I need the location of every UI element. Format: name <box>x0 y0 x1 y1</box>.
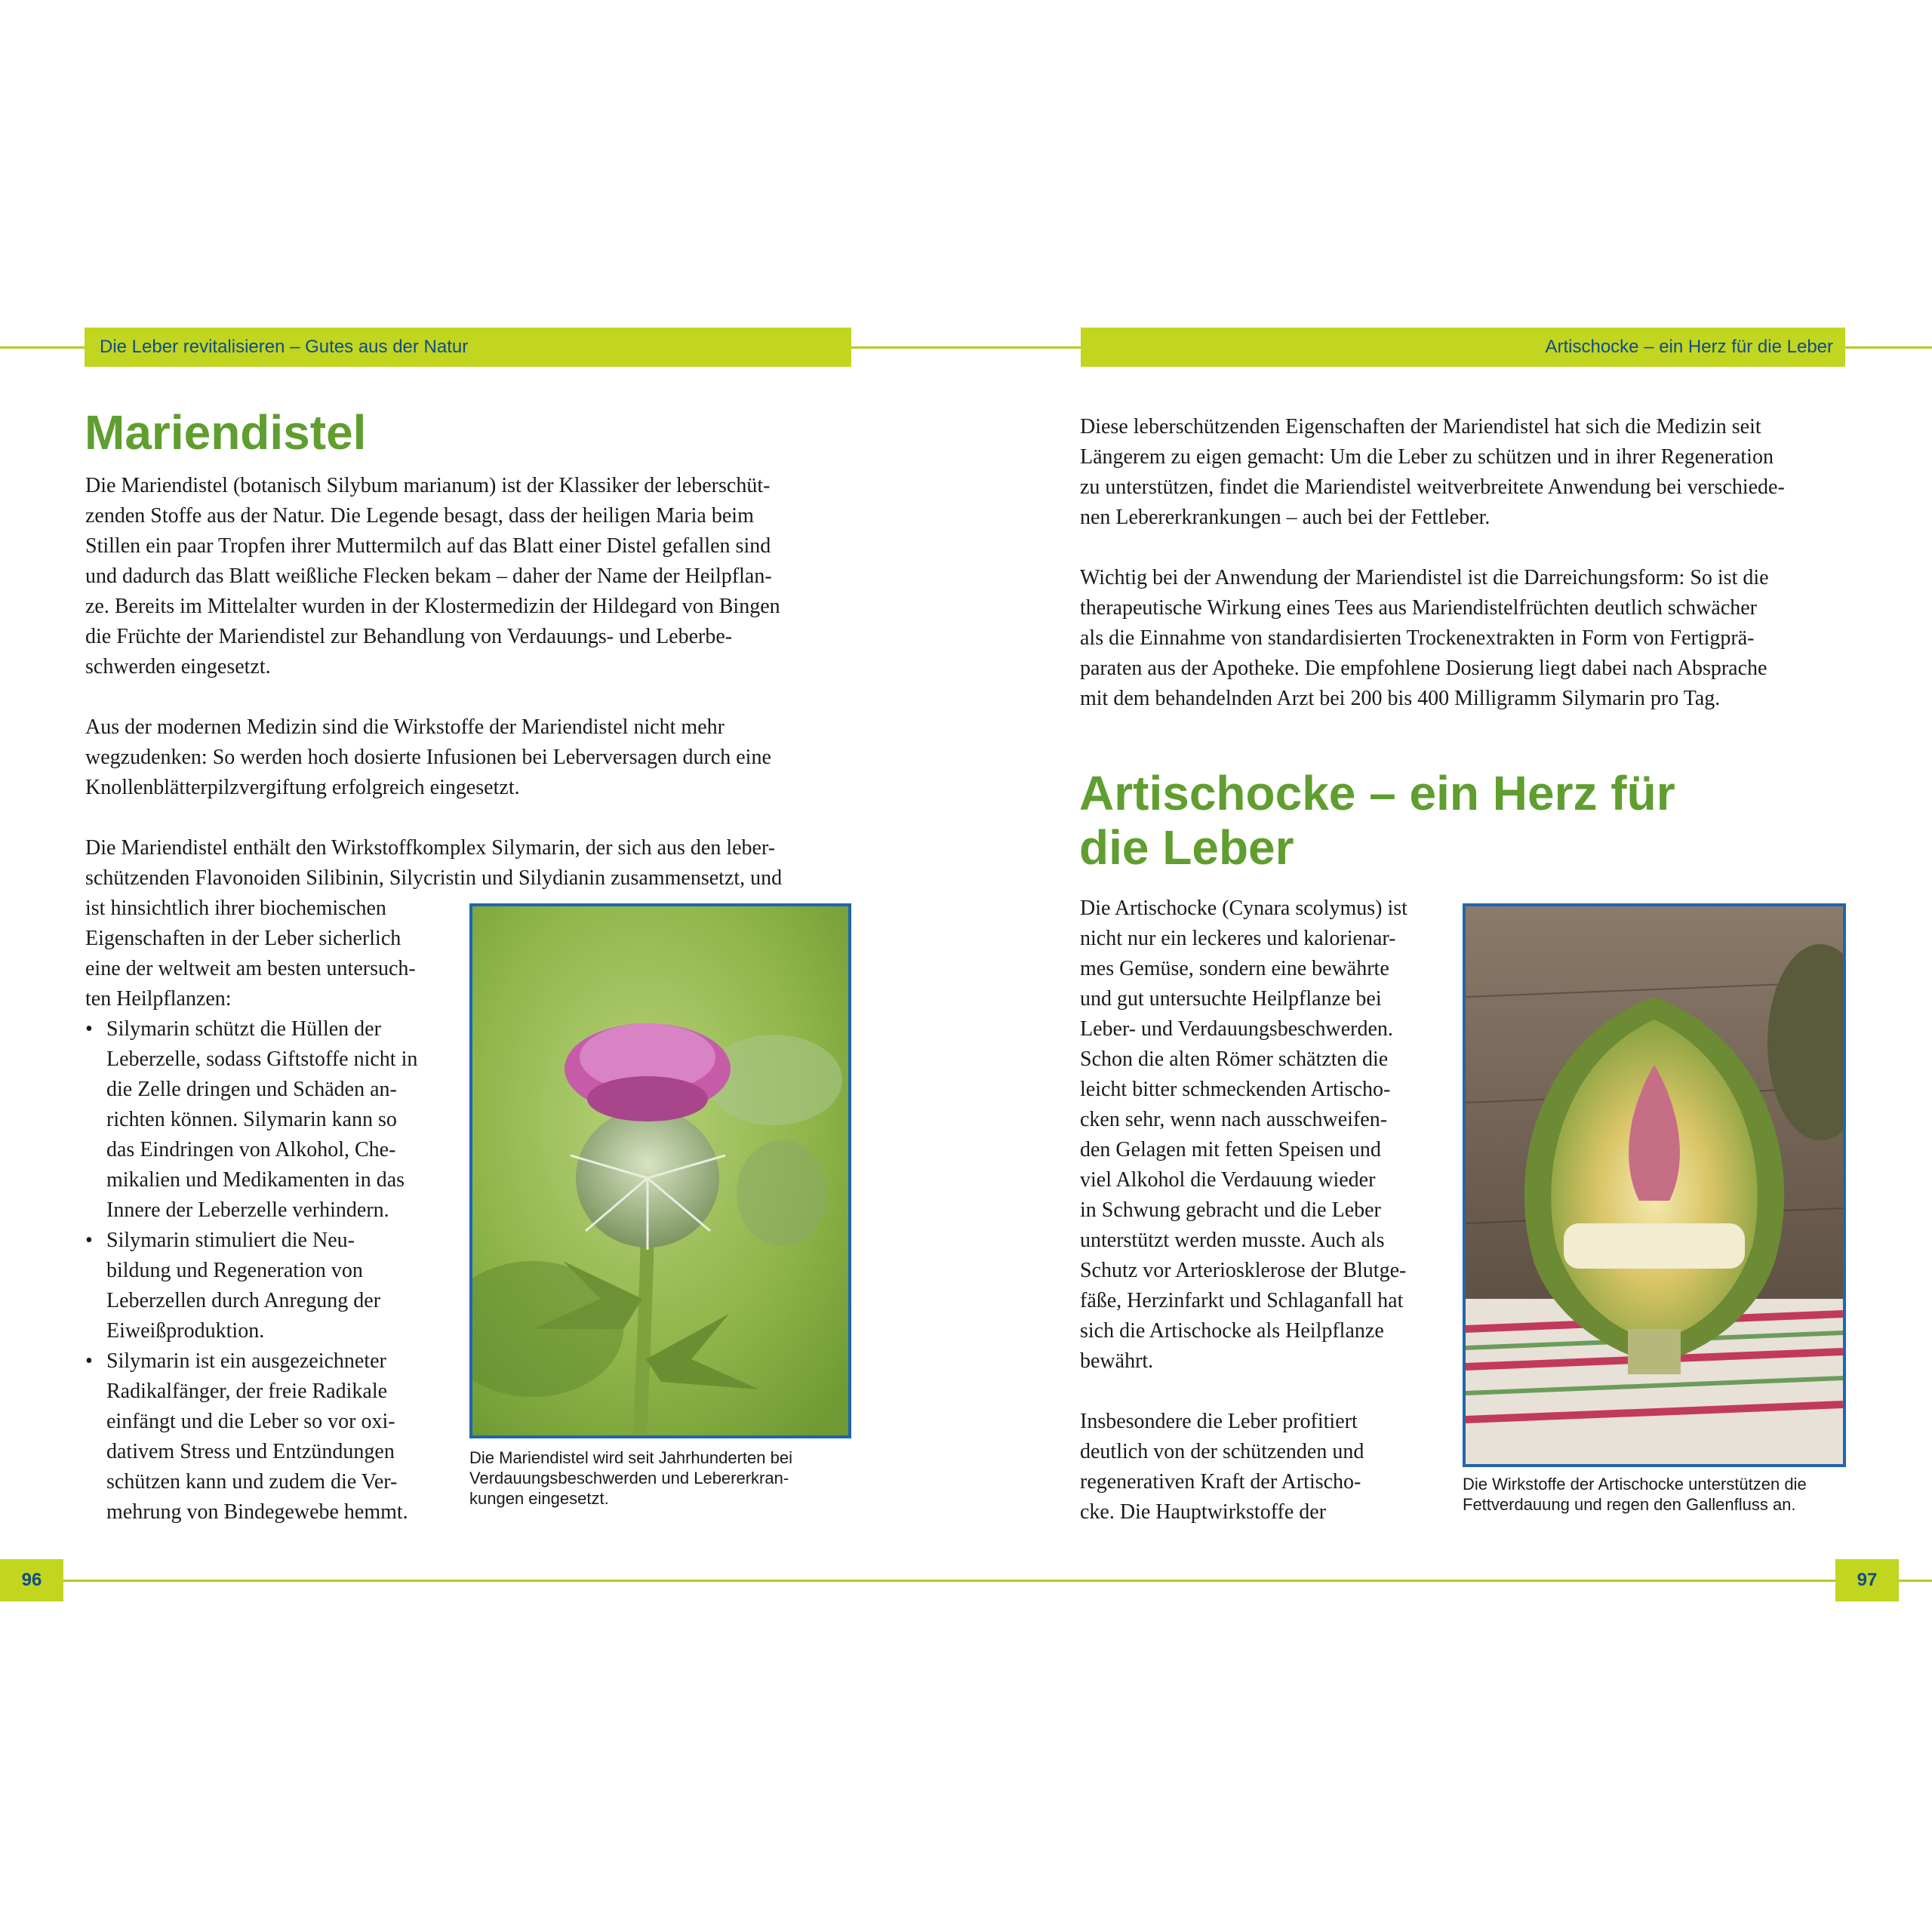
page-title-mariendistel: Mariendistel <box>85 405 367 460</box>
text-line: cken sehr, wenn nach ausschweifen- <box>1080 1108 1388 1131</box>
header-rule-left <box>0 346 85 349</box>
text-line: mes Gemüse, sondern eine bewährte <box>1080 957 1389 980</box>
text-line: schwerden eingesetzt. <box>85 655 271 678</box>
paragraph-silymarin-wide <box>85 833 855 894</box>
text-line: cke. Die Hauptwirkstoffe der <box>1080 1500 1327 1524</box>
text-line: ten Heilpflanzen: <box>85 987 232 1011</box>
text-line: Diese leberschützenden Eigenschaften der Mariendistel hat sich die Medizin seit <box>1080 415 1761 438</box>
text-line: Schutz vor Arteriosklerose der Blutge- <box>1080 1259 1407 1282</box>
text-line: den Gelagen mit fetten Speisen und <box>1080 1138 1381 1161</box>
text-line: einfängt und die Leber so vor oxi- <box>106 1410 395 1433</box>
mariendistel-caption <box>469 1447 851 1509</box>
bullet-item <box>85 1226 463 1346</box>
paragraph-mariendistel-intro <box>85 471 855 682</box>
text-line: Eigenschaften in der Leber sicherlich <box>85 927 401 950</box>
right-header-band <box>1081 328 1845 367</box>
text-line: dativem Stress und Entzündungen <box>106 1440 395 1463</box>
text-line: paraten aus der Apotheke. Die empfohlene Dosierung liegt dabei nach Absprache <box>1080 657 1767 680</box>
text-line: Silymarin ist ein ausgezeichneter <box>106 1349 386 1373</box>
caption-line: kungen eingesetzt. <box>469 1489 609 1508</box>
text-line: die Früchte der Mariendistel zur Behandlung von Verdauungs- und Leberbe- <box>85 625 733 648</box>
left-intro-text <box>85 471 855 894</box>
text-line: Silymarin stimuliert die Neu- <box>106 1229 355 1252</box>
text-line: ze. Bereits im Mittelalter wurden in der Klostermedizin der Hildegard von Bingen <box>85 595 780 618</box>
text-line: mehrung von Bindegewebe hemmt. <box>106 1500 408 1524</box>
page-number-right: 97 <box>1835 1559 1899 1601</box>
text-line: Knollenblätterpilzvergiftung erfolgreich eingesetzt. <box>85 776 520 799</box>
text-line: Innere der Leberzelle verhindern. <box>106 1198 389 1222</box>
text-line: Silymarin schützt die Hüllen der <box>106 1017 381 1041</box>
bullet-item <box>85 1014 463 1226</box>
text-line: Eiweißproduktion. <box>106 1319 265 1343</box>
footer-rule <box>0 1580 1932 1582</box>
text-line: die Zelle dringen und Schäden an- <box>106 1078 397 1101</box>
text-line: Leberzelle, sodass Giftstoffe nicht in <box>106 1048 418 1071</box>
mariendistel-photo <box>469 903 851 1438</box>
right-top-text <box>1080 412 1850 714</box>
paragraph-artischocke-intro <box>1080 894 1457 1377</box>
paragraph-silymarin-narrow <box>85 894 463 1014</box>
thistle-illustration <box>472 906 848 1435</box>
text-line: Insbesondere die Leber profitiert <box>1080 1410 1358 1433</box>
title-line: Artischocke – ein Herz für <box>1079 766 1675 820</box>
caption-line: Verdauungsbeschwerden und Lebererkran- <box>469 1469 789 1487</box>
text-line: in Schwung gebracht und die Leber <box>1080 1198 1381 1222</box>
text-line: als die Einnahme von standardisierten Trockenextrakten in Form von Fertigprä- <box>1080 626 1755 650</box>
text-line: Schon die alten Römer schätzten die <box>1080 1048 1389 1071</box>
caption-line: Die Wirkstoffe der Artischocke unterstützen die <box>1463 1475 1807 1494</box>
header-rule-right <box>1845 346 1932 349</box>
text-line: mit dem behandelnden Arzt bei 200 bis 400 Milligramm Silymarin pro Tag. <box>1080 687 1721 710</box>
text-line: zenden Stoffe aus der Natur. Die Legende besagt, dass der heiligen Maria beim <box>85 504 754 528</box>
text-line: und gut untersuchte Heilpflanze bei <box>1080 987 1382 1011</box>
text-line: Wichtig bei der Anwendung der Mariendistel ist die Darreichungsform: So ist die <box>1080 566 1769 589</box>
header-rule-mid <box>851 346 1081 349</box>
artischocke-photo <box>1463 903 1846 1467</box>
paragraph-lebererkrankungen <box>1080 412 1850 533</box>
caption-line: Fettverdauung und regen den Gallenfluss an. <box>1463 1495 1796 1514</box>
text-line: Aus der modernen Medizin sind die Wirkstoffe der Mariendistel nicht mehr <box>85 715 724 739</box>
text-line: Radikalfänger, der freie Radikale <box>106 1380 388 1403</box>
title-line: die Leber <box>1079 820 1294 875</box>
text-line: nicht nur ein leckeres und kalorienar- <box>1080 927 1396 950</box>
artischocke-caption <box>1463 1474 1855 1515</box>
text-line: Leber- und Verdauungsbeschwerden. <box>1080 1017 1393 1041</box>
text-line: Die Artischocke (Cynara scolymus) ist <box>1080 897 1407 920</box>
text-line: leicht bitter schmeckenden Artischo- <box>1080 1078 1391 1101</box>
text-line: schützen kann und zudem die Ver- <box>106 1470 398 1494</box>
left-narrow-column <box>85 894 463 1527</box>
paragraph-leber-profitiert <box>1080 1407 1457 1527</box>
text-line: richten können. Silymarin kann so <box>106 1108 397 1131</box>
text-line: wegzudenken: So werden hoch dosierte Infusionen bei Leberversagen durch eine <box>85 746 771 769</box>
text-line: therapeutische Wirkung eines Tees aus Mariendistelfrüchten deutlich schwächer <box>1080 596 1757 620</box>
right-narrow-column <box>1080 894 1457 1527</box>
text-line: regenerativen Kraft der Artischo- <box>1080 1470 1361 1494</box>
text-line: Stillen ein paar Tropfen ihrer Muttermilch auf das Blatt einer Distel gefallen sind <box>85 534 771 558</box>
text-line: unterstützt werden musste. Auch als <box>1080 1229 1385 1252</box>
text-line: Leberzellen durch Anregung der <box>106 1289 381 1312</box>
silymarin-bullet-list <box>85 1014 463 1527</box>
artichoke-illustration <box>1466 906 1843 1464</box>
text-line: eine der weltweit am besten untersuch- <box>85 957 416 980</box>
text-line: sich die Artischocke als Heilpflanze <box>1080 1319 1384 1343</box>
text-line: schützenden Flavonoiden Silibinin, Silycristin und Silydianin zusammensetzt, und <box>85 866 783 890</box>
text-line: viel Alkohol die Verdauung wieder <box>1080 1168 1376 1192</box>
bullet-item <box>85 1346 463 1527</box>
section-title-artischocke <box>1079 766 1675 875</box>
text-line: nen Lebererkrankungen – auch bei der Fettleber. <box>1080 506 1491 529</box>
caption-line: Die Mariendistel wird seit Jahrhunderten bei <box>469 1448 792 1467</box>
text-line: ist hinsichtlich ihrer biochemischen <box>85 897 386 920</box>
text-line: mikalien und Medikamenten in das <box>106 1168 405 1192</box>
text-line: deutlich von der schützenden und <box>1080 1440 1364 1463</box>
right-running-header: Artischocke – ein Herz für die Leber <box>1545 337 1833 357</box>
text-line: Längerem zu eigen gemacht: Um die Leber zu schützen und in ihrer Regeneration <box>1080 445 1774 469</box>
left-running-header: Die Leber revitalisieren – Gutes aus der Natur <box>100 337 469 357</box>
page-number-left: 96 <box>0 1559 63 1601</box>
text-line: und dadurch das Blatt weißliche Flecken bekam – daher der Name der Heilpflan- <box>85 565 772 588</box>
text-line: Die Mariendistel (botanisch Silybum marianum) ist der Klassiker der leberschüt- <box>85 474 771 497</box>
text-line: fäße, Herzinfarkt und Schlaganfall hat <box>1080 1289 1404 1312</box>
left-header-band <box>85 328 851 367</box>
text-line: das Eindringen von Alkohol, Che- <box>106 1138 396 1161</box>
text-line: bewährt. <box>1080 1349 1154 1373</box>
text-line: zu unterstützen, findet die Mariendistel weitverbreitete Anwendung bei verschiede- <box>1080 475 1785 499</box>
paragraph-moderne-medizin <box>85 712 855 803</box>
text-line: Die Mariendistel enthält den Wirkstoffkomplex Silymarin, der sich aus den leber- <box>85 836 776 860</box>
paragraph-darreichungsform <box>1080 563 1850 714</box>
text-line: bildung und Regeneration von <box>106 1259 363 1282</box>
